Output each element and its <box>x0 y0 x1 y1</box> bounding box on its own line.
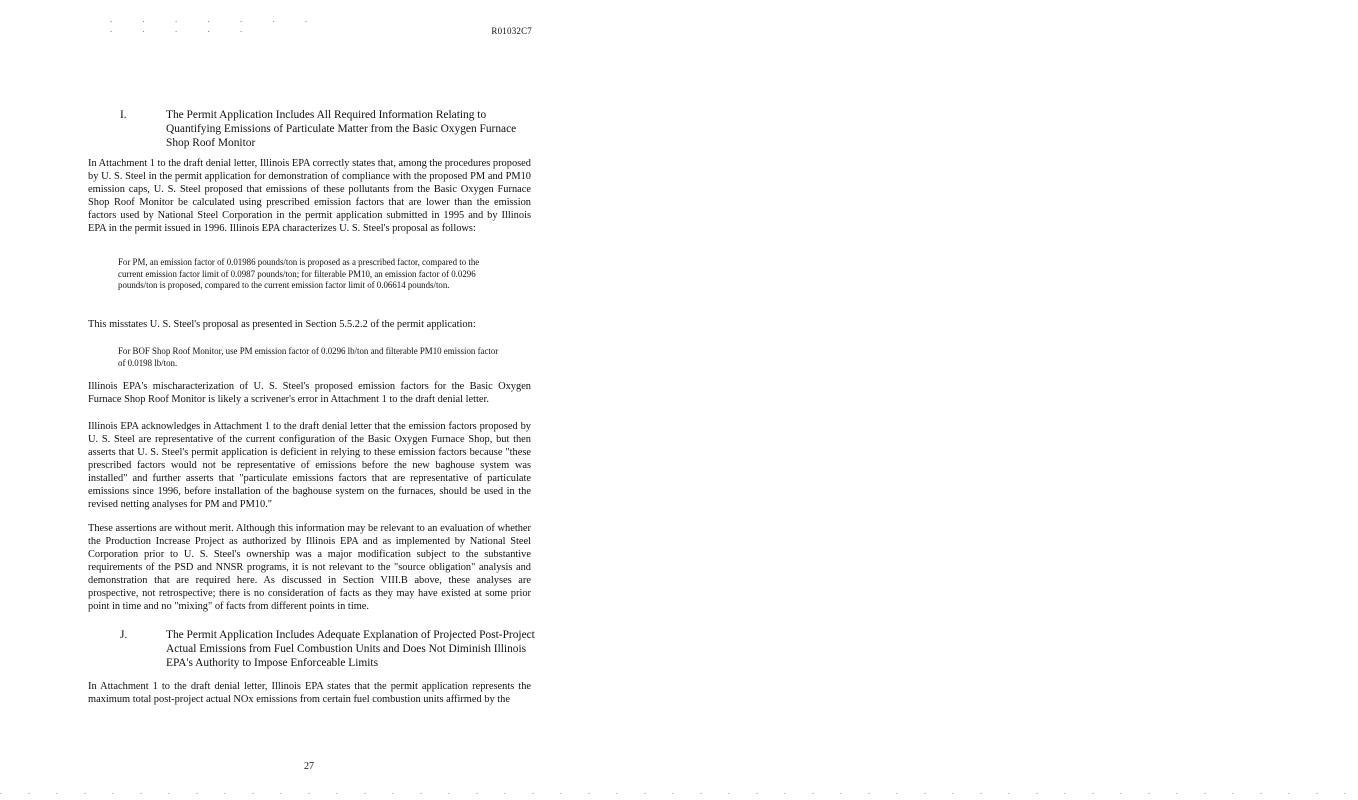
block-quote-2: For BOF Shop Roof Monitor, use PM emission factor of 0.0296 lb/ton and filterable PM10 emission factor of 0.0198 lb/ton. <box>118 346 499 368</box>
paragraph-5: These assertions are without merit. Although this information may be relevant to an evaluation of whether the Production Increase Project as authorized by Illinois EPA and as implemented by National Steel Corporation prior to U. S. Steel's ownership was a major modification subject to the substantive requirements of the PSD and NNSR programs, it is not relevant to the "source obligation" analysis and demonstration that are required here. As discussed in Section VIII.B above, these analyses are prospective, not retrospective; there is no consideration of facts as they may have existed at some prior point in time and no "mixing" of facts from different points in time. <box>88 523 531 612</box>
block-quote-1: For PM, an emission factor of 0.01986 pounds/ton is proposed as a prescribed factor, compared to the current emission factor limit of 0.0987 pounds/ton; for filterable PM10, an emission factor of 0.0296 pounds/ton is proposed, compared to the current emission factor limit of 0.06614 pounds/ton. <box>118 257 480 290</box>
bottom-scan-marks: . . . . . . . . . . . . . . . . . . . . . . . . . . . . . . . . . . . . . . . . . . . . . . . . . <box>0 787 1358 796</box>
top-scan-marks: . . . . . . . . . . . . <box>110 14 322 34</box>
section-title: The Permit Application Includes All Required Information Relating to Quantifying Emissions of Particulate Matter from the Basic Oxygen Furnace Shop Roof Monitor <box>166 109 517 149</box>
paragraph-3: Illinois EPA's mischaracterization of U. S. Steel's proposed emission factors for the Basic Oxygen Furnace Shop Roof Monitor is likely a scrivener's error in Attachment 1 to the draft denial letter. <box>88 381 531 405</box>
section-title: The Permit Application Includes Adequate Explanation of Projected Post-Project Actual Emissions from Fuel Combustion Units and Does Not Diminish Illinois EPA's Authority to Impose Enforceable Limits <box>166 629 535 669</box>
page-number: 27 <box>304 761 314 772</box>
section-number: J. <box>120 629 128 641</box>
section-heading-i <box>120 108 540 150</box>
section-number: I. <box>120 109 127 121</box>
paragraph-2: This misstates U. S. Steel's proposal as presented in Section 5.5.2.2 of the permit application: <box>88 319 476 330</box>
paragraph-4: Illinois EPA acknowledges in Attachment 1 to the draft denial letter that the emission factors proposed by U. S. Steel are representative of the current configuration of the Basic Oxygen Furnace Shop, but then asserts that U. S. Steel's permit application is deficient in relying to these emission factors because "these prescribed factors would not be representative of emissions before the new baghouse system was installed" and further asserts that "particulate emissions factors that are representative of particulate emissions since 1996, before installation of the baghouse system on the furnaces, should be used in the revised netting analyses for PM and PM10." <box>88 421 531 510</box>
document-id: R01032C7 <box>491 26 532 36</box>
paragraph-6: In Attachment 1 to the draft denial letter, Illinois EPA states that the permit application represents the maximum total post-project actual NOx emissions from certain fuel combustion units affirmed by the <box>88 681 531 705</box>
section-heading-j <box>120 628 540 670</box>
paragraph-1: In Attachment 1 to the draft denial letter, Illinois EPA correctly states that, among the procedures proposed by U. S. Steel in the permit application for demonstration of compliance with the proposed PM and PM10 emission caps, U. S. Steel proposed that emissions of these pollutants from the Basic Oxygen Furnace Shop Roof Monitor be calculated using prescribed emission factors that are lower than the emission factors used by National Steel Corporation in the permit application submitted in 1995 and by Illinois EPA in the permit issued in 1996. Illinois EPA characterizes U. S. Steel's proposal as follows: <box>88 158 531 234</box>
